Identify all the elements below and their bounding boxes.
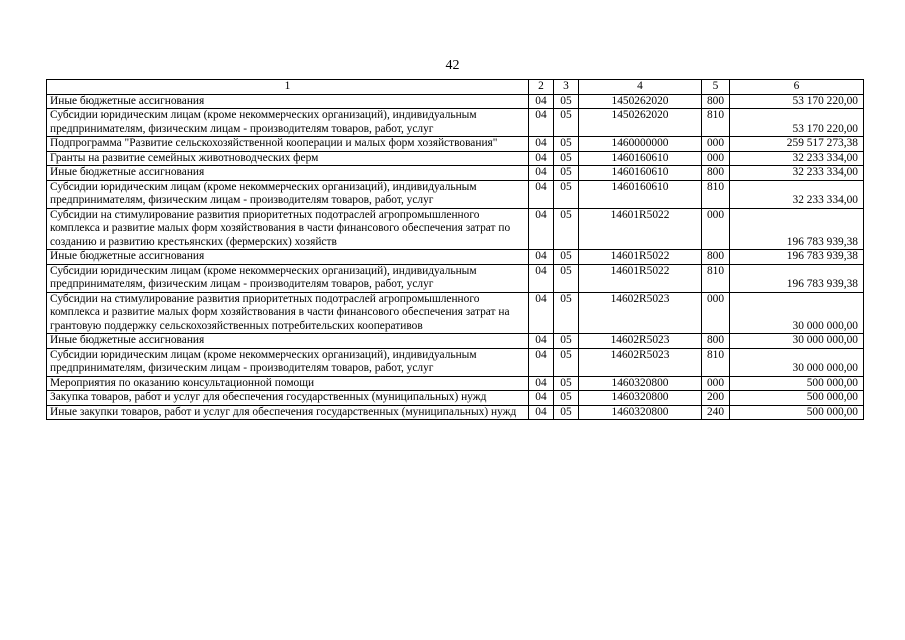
row-name-cell: Субсидии на стимулирование развития приоритетных подотраслей агропромышленного комплекса и развитие малых форм хозяйствования в части финансового обеспечения затрат по созданию и развитию крестьянских (фермерских) хозяйств bbox=[47, 208, 529, 250]
table-row bbox=[47, 180, 864, 208]
row-target-article-cell: 1450262020 bbox=[579, 109, 702, 137]
table-row bbox=[47, 334, 864, 349]
row-target-article-cell: 14602R5023 bbox=[579, 292, 702, 334]
row-subsection-cell: 05 bbox=[554, 137, 579, 152]
row-section-cell: 04 bbox=[529, 264, 554, 292]
table-row bbox=[47, 94, 864, 109]
row-amount-cell: 32 233 334,00 bbox=[730, 151, 864, 166]
row-expense-type-cell: 800 bbox=[702, 166, 730, 181]
row-amount-cell: 196 783 939,38 bbox=[730, 250, 864, 265]
row-amount-cell: 30 000 000,00 bbox=[730, 292, 864, 334]
row-expense-type-cell: 000 bbox=[702, 292, 730, 334]
row-target-article-cell: 1460320800 bbox=[579, 405, 702, 420]
row-section-cell: 04 bbox=[529, 348, 554, 376]
row-amount-cell: 53 170 220,00 bbox=[730, 94, 864, 109]
table-row bbox=[47, 264, 864, 292]
row-expense-type-cell: 000 bbox=[702, 208, 730, 250]
row-amount-cell: 500 000,00 bbox=[730, 391, 864, 406]
row-amount-cell: 196 783 939,38 bbox=[730, 264, 864, 292]
header-cell-expense-type: 5 bbox=[702, 80, 730, 95]
row-section-cell: 04 bbox=[529, 166, 554, 181]
row-subsection-cell: 05 bbox=[554, 250, 579, 265]
row-target-article-cell: 14601R5022 bbox=[579, 264, 702, 292]
row-subsection-cell: 05 bbox=[554, 334, 579, 349]
row-name-cell: Субсидии юридическим лицам (кроме некоммерческих организаций), индивидуальным предпринимателям, физическим лицам - производителям товаров, работ, услуг bbox=[47, 348, 529, 376]
row-section-cell: 04 bbox=[529, 208, 554, 250]
row-subsection-cell: 05 bbox=[554, 94, 579, 109]
row-name-cell: Гранты на развитие семейных животноводческих ферм bbox=[47, 151, 529, 166]
row-target-article-cell: 1460160610 bbox=[579, 180, 702, 208]
row-target-article-cell: 1460320800 bbox=[579, 376, 702, 391]
row-subsection-cell: 05 bbox=[554, 109, 579, 137]
row-subsection-cell: 05 bbox=[554, 292, 579, 334]
row-name-cell: Иные бюджетные ассигнования bbox=[47, 334, 529, 349]
row-subsection-cell: 05 bbox=[554, 151, 579, 166]
row-name-cell: Субсидии юридическим лицам (кроме некоммерческих организаций), индивидуальным предпринимателям, физическим лицам - производителям товаров, работ, услуг bbox=[47, 264, 529, 292]
table-row bbox=[47, 376, 864, 391]
row-subsection-cell: 05 bbox=[554, 391, 579, 406]
table-header-row bbox=[47, 80, 864, 95]
row-target-article-cell: 1460160610 bbox=[579, 151, 702, 166]
row-expense-type-cell: 000 bbox=[702, 137, 730, 152]
table-row bbox=[47, 348, 864, 376]
row-name-cell: Субсидии на стимулирование развития приоритетных подотраслей агропромышленного комплекса и развитие малых форм хозяйствования в части финансового обеспечения затрат на грантовую поддержку сельскохозяйственных потребительских кооперативов bbox=[47, 292, 529, 334]
row-subsection-cell: 05 bbox=[554, 264, 579, 292]
row-expense-type-cell: 000 bbox=[702, 376, 730, 391]
row-section-cell: 04 bbox=[529, 250, 554, 265]
row-amount-cell: 500 000,00 bbox=[730, 376, 864, 391]
row-name-cell: Мероприятия по оказанию консультационной помощи bbox=[47, 376, 529, 391]
header-cell-amount: 6 bbox=[730, 80, 864, 95]
row-section-cell: 04 bbox=[529, 405, 554, 420]
row-expense-type-cell: 800 bbox=[702, 334, 730, 349]
table-row bbox=[47, 166, 864, 181]
row-section-cell: 04 bbox=[529, 109, 554, 137]
row-subsection-cell: 05 bbox=[554, 348, 579, 376]
row-target-article-cell: 1450262020 bbox=[579, 94, 702, 109]
table-row bbox=[47, 137, 864, 152]
row-section-cell: 04 bbox=[529, 180, 554, 208]
row-subsection-cell: 05 bbox=[554, 376, 579, 391]
row-amount-cell: 32 233 334,00 bbox=[730, 180, 864, 208]
table-row bbox=[47, 391, 864, 406]
row-section-cell: 04 bbox=[529, 151, 554, 166]
row-subsection-cell: 05 bbox=[554, 405, 579, 420]
table-row bbox=[47, 208, 864, 250]
row-name-cell: Иные закупки товаров, работ и услуг для обеспечения государственных (муниципальных) нужд bbox=[47, 405, 529, 420]
table-row bbox=[47, 292, 864, 334]
row-section-cell: 04 bbox=[529, 292, 554, 334]
row-expense-type-cell: 810 bbox=[702, 264, 730, 292]
table-row bbox=[47, 151, 864, 166]
row-amount-cell: 30 000 000,00 bbox=[730, 348, 864, 376]
row-target-article-cell: 1460000000 bbox=[579, 137, 702, 152]
row-target-article-cell: 14602R5023 bbox=[579, 334, 702, 349]
row-expense-type-cell: 800 bbox=[702, 94, 730, 109]
row-name-cell: Иные бюджетные ассигнования bbox=[47, 166, 529, 181]
header-cell-section: 2 bbox=[529, 80, 554, 95]
row-target-article-cell: 14601R5022 bbox=[579, 250, 702, 265]
budget-table bbox=[46, 79, 864, 420]
row-subsection-cell: 05 bbox=[554, 180, 579, 208]
row-amount-cell: 500 000,00 bbox=[730, 405, 864, 420]
row-expense-type-cell: 000 bbox=[702, 151, 730, 166]
row-expense-type-cell: 800 bbox=[702, 250, 730, 265]
row-expense-type-cell: 810 bbox=[702, 109, 730, 137]
row-section-cell: 04 bbox=[529, 137, 554, 152]
row-subsection-cell: 05 bbox=[554, 166, 579, 181]
row-target-article-cell: 1460160610 bbox=[579, 166, 702, 181]
row-target-article-cell: 14602R5023 bbox=[579, 348, 702, 376]
row-subsection-cell: 05 bbox=[554, 208, 579, 250]
row-expense-type-cell: 240 bbox=[702, 405, 730, 420]
row-section-cell: 04 bbox=[529, 94, 554, 109]
row-name-cell: Иные бюджетные ассигнования bbox=[47, 250, 529, 265]
row-name-cell: Закупка товаров, работ и услуг для обеспечения государственных (муниципальных) нужд bbox=[47, 391, 529, 406]
header-cell-subsection: 3 bbox=[554, 80, 579, 95]
row-name-cell: Иные бюджетные ассигнования bbox=[47, 94, 529, 109]
table-row bbox=[47, 109, 864, 137]
row-target-article-cell: 1460320800 bbox=[579, 391, 702, 406]
row-section-cell: 04 bbox=[529, 391, 554, 406]
row-expense-type-cell: 200 bbox=[702, 391, 730, 406]
row-amount-cell: 53 170 220,00 bbox=[730, 109, 864, 137]
table-row bbox=[47, 250, 864, 265]
row-target-article-cell: 14601R5022 bbox=[579, 208, 702, 250]
header-cell-target-article: 4 bbox=[579, 80, 702, 95]
row-amount-cell: 259 517 273,38 bbox=[730, 137, 864, 152]
page-number: 42 bbox=[445, 58, 460, 73]
row-name-cell: Субсидии юридическим лицам (кроме некоммерческих организаций), индивидуальным предпринимателям, физическим лицам - производителям товаров, работ, услуг bbox=[47, 180, 529, 208]
header-cell-name: 1 bbox=[47, 80, 529, 95]
row-section-cell: 04 bbox=[529, 376, 554, 391]
row-name-cell: Субсидии юридическим лицам (кроме некоммерческих организаций), индивидуальным предпринимателям, физическим лицам - производителям товаров, работ, услуг bbox=[47, 109, 529, 137]
row-expense-type-cell: 810 bbox=[702, 180, 730, 208]
row-name-cell: Подпрограмма "Развитие сельскохозяйственной кооперации и малых форм хозяйствования" bbox=[47, 137, 529, 152]
row-section-cell: 04 bbox=[529, 334, 554, 349]
row-amount-cell: 32 233 334,00 bbox=[730, 166, 864, 181]
row-amount-cell: 30 000 000,00 bbox=[730, 334, 864, 349]
table-row bbox=[47, 405, 864, 420]
row-amount-cell: 196 783 939,38 bbox=[730, 208, 864, 250]
row-expense-type-cell: 810 bbox=[702, 348, 730, 376]
